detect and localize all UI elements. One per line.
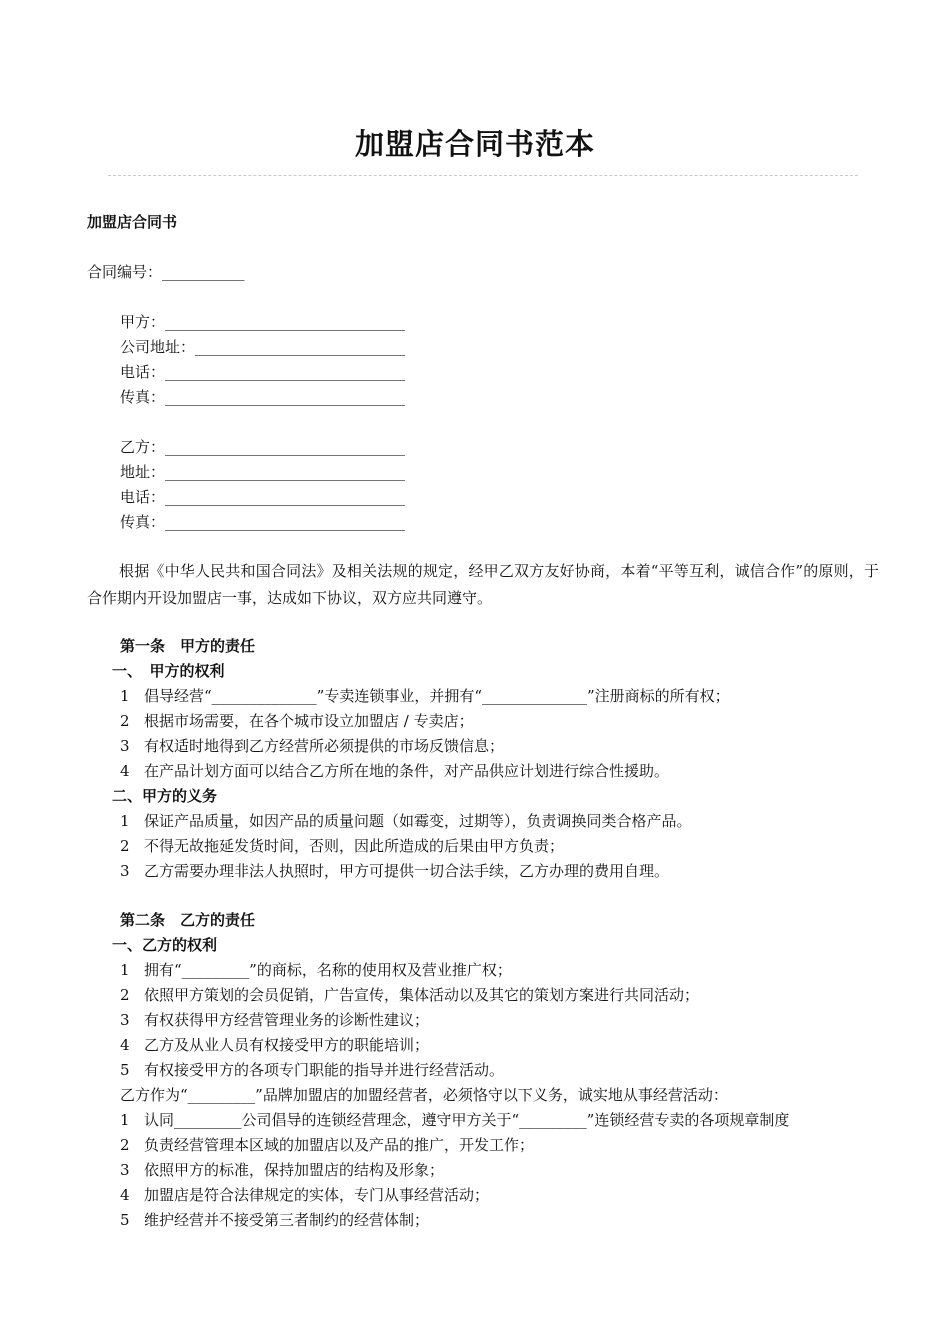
list-item <box>120 1035 429 1055</box>
list-item <box>120 1210 429 1230</box>
party-b-name-field: 乙方：________________________________ <box>120 438 406 456</box>
list-item-number: 5 <box>120 1061 130 1079</box>
list-item-number: 4 <box>120 1186 130 1204</box>
article-1-rights-heading: 一、 甲方的权利 <box>112 662 225 680</box>
list-item-text: 保证产品质量，如因产品的质量问题（如霉变，过期等），负责调换同类合格产品。 <box>144 812 692 830</box>
list-item-text: 乙方及从业人员有权接受甲方的职能培训； <box>144 1036 430 1054</box>
list-item <box>120 861 669 881</box>
list-item <box>120 1160 444 1180</box>
list-item-text: 依照甲方的标准，保持加盟店的结构及形象； <box>144 1161 445 1179</box>
list-item <box>120 1110 789 1130</box>
list-item-number: 3 <box>120 862 130 880</box>
list-item-number: 1 <box>120 961 130 979</box>
list-item <box>120 761 669 781</box>
list-item-text: 有权适时地得到乙方经营所必须提供的市场反馈信息； <box>144 737 505 755</box>
list-item-text: 负责经营管理本区域的加盟店以及产品的推广，开发工作； <box>144 1136 535 1154</box>
list-item-text: 有权获得甲方经营管理业务的诊断性建议； <box>144 1011 430 1029</box>
article-2-duties-intro: 乙方作为“_________”品牌加盟店的加盟经营者，必须恪守以下义务，诚实地从事经营活动： <box>120 1086 728 1104</box>
list-item <box>120 736 504 756</box>
list-item-number: 4 <box>120 762 130 780</box>
list-item-number: 4 <box>120 1036 130 1054</box>
list-item <box>120 985 699 1005</box>
page-title: 加盟店合同书范本 <box>354 127 595 161</box>
list-item <box>120 711 474 731</box>
article-2-rights-heading: 一、乙方的权利 <box>112 936 218 954</box>
list-item-number: 5 <box>120 1211 130 1229</box>
party-b-address-field: 地址：________________________________ <box>120 463 406 481</box>
article-1-heading: 第一条 甲方的责任 <box>120 637 256 655</box>
list-item <box>120 1060 504 1080</box>
list-item-text: 在产品计划方面可以结合乙方所在地的条件，对产品供应计划进行综合性援助。 <box>144 762 670 780</box>
list-item-text: 认同_________公司倡导的连锁经营理念，遵守甲方关于“_________”连锁经营专卖的各项规章制度 <box>144 1111 790 1129</box>
list-item-number: 3 <box>120 1161 130 1179</box>
list-item-number: 2 <box>120 837 130 855</box>
list-item-number: 3 <box>120 1011 130 1029</box>
list-item <box>120 1010 429 1030</box>
list-item-text: 倡导经营“______________”专卖连锁事业，并拥有“______________”注册商标的所有权； <box>144 687 730 705</box>
party-a-fax-field: 传真：________________________________ <box>120 388 406 406</box>
article-2-heading: 第二条 乙方的责任 <box>120 911 256 929</box>
list-item-text: 乙方需要办理非法人执照时，甲方可提供一切合法手续，乙方办理的费用自理。 <box>144 862 670 880</box>
party-b-phone-field: 电话：________________________________ <box>120 488 406 506</box>
list-item <box>120 1135 534 1155</box>
list-item-number: 3 <box>120 737 130 755</box>
list-item-text: 拥有“_________”的商标，名称的使用权及营业推广权； <box>144 961 512 979</box>
article-1-duties-heading: 二、甲方的义务 <box>112 787 218 805</box>
list-item-number: 2 <box>120 986 130 1004</box>
title-divider <box>108 175 858 176</box>
preamble-paragraph: 根据《中华人民共和国合同法》及相关法规的规定，经甲乙双方友好协商，本着“平等互利，诚信合作”的原则，于合作期内开设加盟店一事，达成如下协议，双方应共同遵守。 <box>87 562 879 607</box>
list-item <box>120 960 512 980</box>
list-item-number: 2 <box>120 1136 130 1154</box>
party-b-fax-field: 传真：________________________________ <box>120 513 406 531</box>
party-a-address-field: 公司地址：____________________________ <box>120 338 406 356</box>
contract-number-field: 合同编号：___________ <box>87 263 245 281</box>
list-item <box>120 811 692 831</box>
party-a-name-field: 甲方：________________________________ <box>120 313 406 331</box>
list-item <box>120 686 730 706</box>
list-item-number: 2 <box>120 712 130 730</box>
list-item <box>120 1185 489 1205</box>
list-item <box>120 836 564 856</box>
list-item-text: 依照甲方策划的会员促销，广告宣传，集体活动以及其它的策划方案进行共同活动； <box>144 986 700 1004</box>
list-item-text: 不得无故拖延发货时间，否则，因此所造成的后果由甲方负责； <box>144 837 565 855</box>
list-item-text: 根据市场需要，在各个城市设立加盟店 / 专卖店； <box>144 712 474 730</box>
list-item-text: 维护经营并不接受第三者制约的经营体制； <box>144 1211 430 1229</box>
list-item-number: 1 <box>120 687 130 705</box>
list-item-text: 加盟店是符合法律规定的实体，专门从事经营活动； <box>144 1186 490 1204</box>
contract-subtitle: 加盟店合同书 <box>87 213 178 231</box>
list-item-text: 有权接受甲方的各项专门职能的指导并进行经营活动。 <box>144 1061 505 1079</box>
list-item-number: 1 <box>120 1111 130 1129</box>
party-a-phone-field: 电话：________________________________ <box>120 363 406 381</box>
list-item-number: 1 <box>120 812 130 830</box>
